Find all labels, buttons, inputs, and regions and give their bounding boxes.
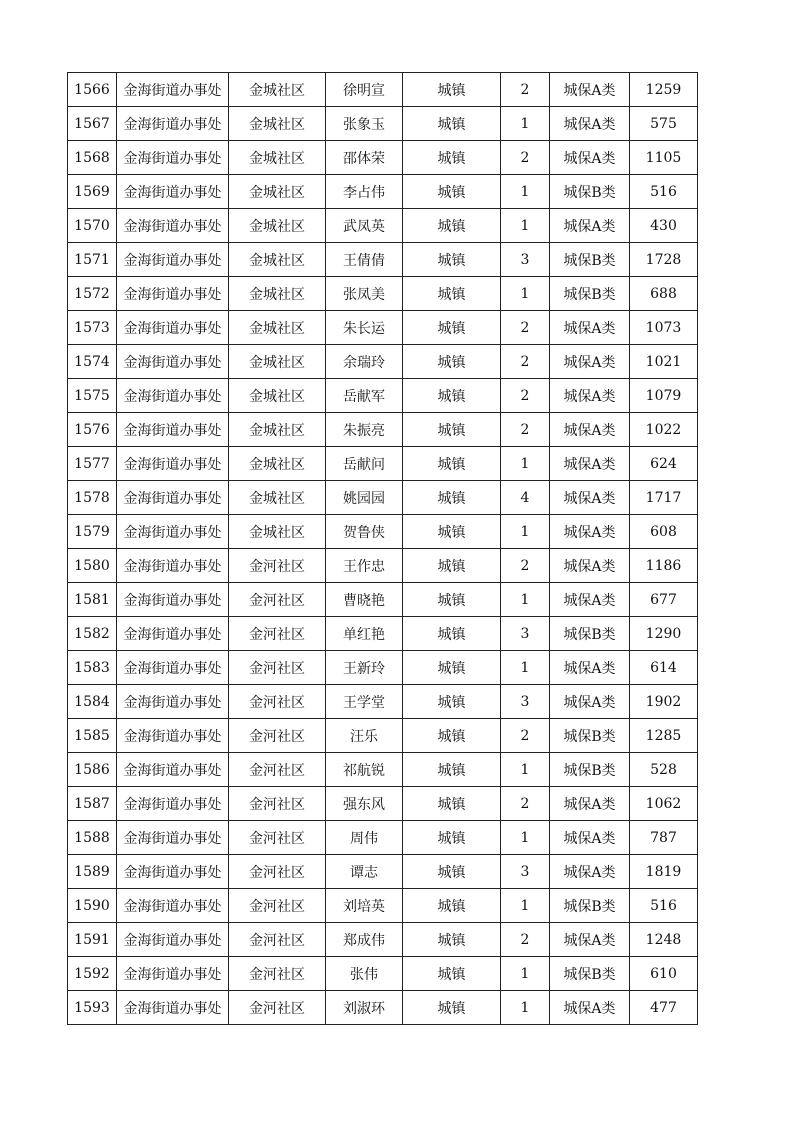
serial-number-cell: 1586 xyxy=(68,753,117,787)
amount-cell: 1259 xyxy=(630,73,698,107)
insurance-category-cell: 城保A类 xyxy=(550,73,630,107)
household-type-cell: 城镇 xyxy=(403,991,501,1025)
insurance-category-cell: 城保B类 xyxy=(550,617,630,651)
serial-number-cell: 1568 xyxy=(68,141,117,175)
community-cell: 金城社区 xyxy=(229,175,326,209)
serial-number-cell: 1585 xyxy=(68,719,117,753)
table-row xyxy=(68,345,698,379)
household-type-cell: 城镇 xyxy=(403,651,501,685)
person-name-cell: 徐明宣 xyxy=(326,73,403,107)
community-cell: 金城社区 xyxy=(229,345,326,379)
person-name-cell: 姚园园 xyxy=(326,481,403,515)
person-name-cell: 单红艳 xyxy=(326,617,403,651)
insurance-category-cell: 城保B类 xyxy=(550,753,630,787)
community-cell: 金城社区 xyxy=(229,73,326,107)
subdistrict-office-cell: 金海街道办事处 xyxy=(117,311,229,345)
household-size-cell: 2 xyxy=(501,379,550,413)
amount-cell: 1022 xyxy=(630,413,698,447)
household-type-cell: 城镇 xyxy=(403,413,501,447)
person-name-cell: 张凤美 xyxy=(326,277,403,311)
subdistrict-office-cell: 金海街道办事处 xyxy=(117,175,229,209)
person-name-cell: 李占伟 xyxy=(326,175,403,209)
household-size-cell: 1 xyxy=(501,277,550,311)
subdistrict-office-cell: 金海街道办事处 xyxy=(117,719,229,753)
person-name-cell: 朱长运 xyxy=(326,311,403,345)
household-size-cell: 1 xyxy=(501,515,550,549)
table-row xyxy=(68,889,698,923)
subdistrict-office-cell: 金海街道办事处 xyxy=(117,141,229,175)
serial-number-cell: 1574 xyxy=(68,345,117,379)
amount-cell: 610 xyxy=(630,957,698,991)
insurance-category-cell: 城保B类 xyxy=(550,175,630,209)
table-row xyxy=(68,821,698,855)
subdistrict-office-cell: 金海街道办事处 xyxy=(117,583,229,617)
serial-number-cell: 1581 xyxy=(68,583,117,617)
amount-cell: 1079 xyxy=(630,379,698,413)
serial-number-cell: 1571 xyxy=(68,243,117,277)
amount-cell: 528 xyxy=(630,753,698,787)
table-row xyxy=(68,175,698,209)
household-size-cell: 4 xyxy=(501,481,550,515)
subdistrict-office-cell: 金海街道办事处 xyxy=(117,753,229,787)
household-type-cell: 城镇 xyxy=(403,889,501,923)
subdistrict-office-cell: 金海街道办事处 xyxy=(117,413,229,447)
community-cell: 金河社区 xyxy=(229,685,326,719)
amount-cell: 1728 xyxy=(630,243,698,277)
person-name-cell: 朱振亮 xyxy=(326,413,403,447)
community-cell: 金河社区 xyxy=(229,889,326,923)
household-size-cell: 2 xyxy=(501,787,550,821)
household-type-cell: 城镇 xyxy=(403,345,501,379)
person-name-cell: 邵体荣 xyxy=(326,141,403,175)
household-type-cell: 城镇 xyxy=(403,447,501,481)
community-cell: 金河社区 xyxy=(229,923,326,957)
insurance-category-cell: 城保B类 xyxy=(550,277,630,311)
person-name-cell: 汪乐 xyxy=(326,719,403,753)
community-cell: 金河社区 xyxy=(229,855,326,889)
insurance-category-cell: 城保B类 xyxy=(550,719,630,753)
household-size-cell: 1 xyxy=(501,651,550,685)
insurance-category-cell: 城保A类 xyxy=(550,209,630,243)
insurance-category-cell: 城保A类 xyxy=(550,821,630,855)
table-row xyxy=(68,617,698,651)
household-size-cell: 1 xyxy=(501,447,550,481)
table-row xyxy=(68,753,698,787)
household-size-cell: 2 xyxy=(501,923,550,957)
community-cell: 金河社区 xyxy=(229,821,326,855)
insurance-category-cell: 城保A类 xyxy=(550,923,630,957)
household-size-cell: 3 xyxy=(501,243,550,277)
serial-number-cell: 1577 xyxy=(68,447,117,481)
community-cell: 金城社区 xyxy=(229,277,326,311)
subdistrict-office-cell: 金海街道办事处 xyxy=(117,73,229,107)
subdistrict-office-cell: 金海街道办事处 xyxy=(117,379,229,413)
insurance-category-cell: 城保A类 xyxy=(550,141,630,175)
insurance-category-cell: 城保A类 xyxy=(550,447,630,481)
table-row xyxy=(68,277,698,311)
household-type-cell: 城镇 xyxy=(403,787,501,821)
serial-number-cell: 1578 xyxy=(68,481,117,515)
subdistrict-office-cell: 金海街道办事处 xyxy=(117,515,229,549)
community-cell: 金河社区 xyxy=(229,991,326,1025)
serial-number-cell: 1567 xyxy=(68,107,117,141)
serial-number-cell: 1566 xyxy=(68,73,117,107)
household-type-cell: 城镇 xyxy=(403,753,501,787)
community-cell: 金河社区 xyxy=(229,719,326,753)
table-row xyxy=(68,651,698,685)
person-name-cell: 谭志 xyxy=(326,855,403,889)
person-name-cell: 王新玲 xyxy=(326,651,403,685)
table-row xyxy=(68,923,698,957)
serial-number-cell: 1588 xyxy=(68,821,117,855)
table-row xyxy=(68,141,698,175)
community-cell: 金城社区 xyxy=(229,447,326,481)
household-size-cell: 1 xyxy=(501,821,550,855)
table-row xyxy=(68,855,698,889)
table-row xyxy=(68,991,698,1025)
insurance-category-cell: 城保A类 xyxy=(550,311,630,345)
serial-number-cell: 1575 xyxy=(68,379,117,413)
serial-number-cell: 1587 xyxy=(68,787,117,821)
person-name-cell: 张象玉 xyxy=(326,107,403,141)
amount-cell: 688 xyxy=(630,277,698,311)
serial-number-cell: 1583 xyxy=(68,651,117,685)
household-size-cell: 1 xyxy=(501,753,550,787)
insurance-category-cell: 城保A类 xyxy=(550,651,630,685)
table-row xyxy=(68,481,698,515)
serial-number-cell: 1593 xyxy=(68,991,117,1025)
subdistrict-office-cell: 金海街道办事处 xyxy=(117,345,229,379)
amount-cell: 624 xyxy=(630,447,698,481)
person-name-cell: 张伟 xyxy=(326,957,403,991)
insurance-category-cell: 城保A类 xyxy=(550,107,630,141)
insurance-category-cell: 城保B类 xyxy=(550,243,630,277)
amount-cell: 1717 xyxy=(630,481,698,515)
insurance-category-cell: 城保A类 xyxy=(550,481,630,515)
household-size-cell: 2 xyxy=(501,719,550,753)
community-cell: 金河社区 xyxy=(229,617,326,651)
person-name-cell: 祁航锐 xyxy=(326,753,403,787)
insurance-category-cell: 城保A类 xyxy=(550,515,630,549)
table-row xyxy=(68,549,698,583)
serial-number-cell: 1582 xyxy=(68,617,117,651)
amount-cell: 477 xyxy=(630,991,698,1025)
roster-table xyxy=(67,72,698,1025)
amount-cell: 1819 xyxy=(630,855,698,889)
subdistrict-office-cell: 金海街道办事处 xyxy=(117,821,229,855)
insurance-category-cell: 城保B类 xyxy=(550,957,630,991)
community-cell: 金河社区 xyxy=(229,549,326,583)
subdistrict-office-cell: 金海街道办事处 xyxy=(117,957,229,991)
household-size-cell: 2 xyxy=(501,549,550,583)
person-name-cell: 岳献军 xyxy=(326,379,403,413)
serial-number-cell: 1580 xyxy=(68,549,117,583)
household-size-cell: 1 xyxy=(501,175,550,209)
household-type-cell: 城镇 xyxy=(403,855,501,889)
amount-cell: 575 xyxy=(630,107,698,141)
serial-number-cell: 1579 xyxy=(68,515,117,549)
subdistrict-office-cell: 金海街道办事处 xyxy=(117,549,229,583)
household-size-cell: 2 xyxy=(501,73,550,107)
table-row xyxy=(68,719,698,753)
household-type-cell: 城镇 xyxy=(403,141,501,175)
serial-number-cell: 1591 xyxy=(68,923,117,957)
amount-cell: 1248 xyxy=(630,923,698,957)
subdistrict-office-cell: 金海街道办事处 xyxy=(117,277,229,311)
person-name-cell: 曹晓艳 xyxy=(326,583,403,617)
person-name-cell: 岳献问 xyxy=(326,447,403,481)
amount-cell: 677 xyxy=(630,583,698,617)
serial-number-cell: 1584 xyxy=(68,685,117,719)
amount-cell: 1021 xyxy=(630,345,698,379)
insurance-category-cell: 城保A类 xyxy=(550,787,630,821)
household-size-cell: 1 xyxy=(501,209,550,243)
household-type-cell: 城镇 xyxy=(403,821,501,855)
household-type-cell: 城镇 xyxy=(403,311,501,345)
subdistrict-office-cell: 金海街道办事处 xyxy=(117,243,229,277)
person-name-cell: 刘培英 xyxy=(326,889,403,923)
amount-cell: 1285 xyxy=(630,719,698,753)
community-cell: 金河社区 xyxy=(229,651,326,685)
insurance-category-cell: 城保A类 xyxy=(550,583,630,617)
table-row xyxy=(68,787,698,821)
amount-cell: 608 xyxy=(630,515,698,549)
table-row xyxy=(68,243,698,277)
roster-body xyxy=(68,73,698,1025)
household-type-cell: 城镇 xyxy=(403,107,501,141)
household-size-cell: 2 xyxy=(501,413,550,447)
serial-number-cell: 1570 xyxy=(68,209,117,243)
community-cell: 金城社区 xyxy=(229,379,326,413)
amount-cell: 1105 xyxy=(630,141,698,175)
serial-number-cell: 1573 xyxy=(68,311,117,345)
person-name-cell: 贺鲁侠 xyxy=(326,515,403,549)
community-cell: 金河社区 xyxy=(229,957,326,991)
table-row xyxy=(68,413,698,447)
household-type-cell: 城镇 xyxy=(403,515,501,549)
community-cell: 金城社区 xyxy=(229,209,326,243)
person-name-cell: 王作忠 xyxy=(326,549,403,583)
person-name-cell: 周伟 xyxy=(326,821,403,855)
table-row xyxy=(68,209,698,243)
person-name-cell: 王倩倩 xyxy=(326,243,403,277)
table-row xyxy=(68,685,698,719)
serial-number-cell: 1590 xyxy=(68,889,117,923)
household-type-cell: 城镇 xyxy=(403,617,501,651)
subdistrict-office-cell: 金海街道办事处 xyxy=(117,481,229,515)
household-size-cell: 1 xyxy=(501,107,550,141)
household-size-cell: 2 xyxy=(501,345,550,379)
household-size-cell: 1 xyxy=(501,991,550,1025)
subdistrict-office-cell: 金海街道办事处 xyxy=(117,889,229,923)
person-name-cell: 郑成伟 xyxy=(326,923,403,957)
subdistrict-office-cell: 金海街道办事处 xyxy=(117,209,229,243)
serial-number-cell: 1569 xyxy=(68,175,117,209)
person-name-cell: 王学堂 xyxy=(326,685,403,719)
subdistrict-office-cell: 金海街道办事处 xyxy=(117,617,229,651)
community-cell: 金城社区 xyxy=(229,413,326,447)
insurance-category-cell: 城保B类 xyxy=(550,889,630,923)
insurance-category-cell: 城保A类 xyxy=(550,413,630,447)
insurance-category-cell: 城保A类 xyxy=(550,855,630,889)
household-type-cell: 城镇 xyxy=(403,549,501,583)
household-size-cell: 1 xyxy=(501,583,550,617)
table-row xyxy=(68,447,698,481)
community-cell: 金城社区 xyxy=(229,311,326,345)
insurance-category-cell: 城保A类 xyxy=(550,991,630,1025)
table-row xyxy=(68,311,698,345)
table-row xyxy=(68,957,698,991)
serial-number-cell: 1572 xyxy=(68,277,117,311)
table-row xyxy=(68,379,698,413)
subdistrict-office-cell: 金海街道办事处 xyxy=(117,991,229,1025)
insurance-category-cell: 城保A类 xyxy=(550,685,630,719)
subdistrict-office-cell: 金海街道办事处 xyxy=(117,923,229,957)
household-size-cell: 1 xyxy=(501,889,550,923)
household-size-cell: 2 xyxy=(501,311,550,345)
community-cell: 金城社区 xyxy=(229,481,326,515)
household-type-cell: 城镇 xyxy=(403,379,501,413)
household-type-cell: 城镇 xyxy=(403,175,501,209)
community-cell: 金城社区 xyxy=(229,141,326,175)
household-type-cell: 城镇 xyxy=(403,685,501,719)
table-row xyxy=(68,107,698,141)
person-name-cell: 武凤英 xyxy=(326,209,403,243)
household-type-cell: 城镇 xyxy=(403,277,501,311)
amount-cell: 1062 xyxy=(630,787,698,821)
community-cell: 金河社区 xyxy=(229,753,326,787)
table-row xyxy=(68,583,698,617)
subdistrict-office-cell: 金海街道办事处 xyxy=(117,685,229,719)
community-cell: 金城社区 xyxy=(229,243,326,277)
table-row xyxy=(68,73,698,107)
household-size-cell: 2 xyxy=(501,141,550,175)
amount-cell: 516 xyxy=(630,889,698,923)
insurance-category-cell: 城保A类 xyxy=(550,345,630,379)
person-name-cell: 余瑞玲 xyxy=(326,345,403,379)
insurance-category-cell: 城保A类 xyxy=(550,379,630,413)
serial-number-cell: 1576 xyxy=(68,413,117,447)
amount-cell: 516 xyxy=(630,175,698,209)
household-type-cell: 城镇 xyxy=(403,73,501,107)
person-name-cell: 刘淑环 xyxy=(326,991,403,1025)
household-size-cell: 3 xyxy=(501,617,550,651)
community-cell: 金河社区 xyxy=(229,787,326,821)
household-type-cell: 城镇 xyxy=(403,583,501,617)
insurance-category-cell: 城保A类 xyxy=(550,549,630,583)
amount-cell: 430 xyxy=(630,209,698,243)
subdistrict-office-cell: 金海街道办事处 xyxy=(117,651,229,685)
person-name-cell: 强东风 xyxy=(326,787,403,821)
household-size-cell: 3 xyxy=(501,855,550,889)
household-type-cell: 城镇 xyxy=(403,243,501,277)
community-cell: 金城社区 xyxy=(229,515,326,549)
subdistrict-office-cell: 金海街道办事处 xyxy=(117,447,229,481)
amount-cell: 1290 xyxy=(630,617,698,651)
serial-number-cell: 1592 xyxy=(68,957,117,991)
amount-cell: 1186 xyxy=(630,549,698,583)
amount-cell: 614 xyxy=(630,651,698,685)
amount-cell: 787 xyxy=(630,821,698,855)
household-type-cell: 城镇 xyxy=(403,957,501,991)
community-cell: 金城社区 xyxy=(229,107,326,141)
community-cell: 金河社区 xyxy=(229,583,326,617)
amount-cell: 1073 xyxy=(630,311,698,345)
household-type-cell: 城镇 xyxy=(403,719,501,753)
household-size-cell: 3 xyxy=(501,685,550,719)
subdistrict-office-cell: 金海街道办事处 xyxy=(117,107,229,141)
household-size-cell: 1 xyxy=(501,957,550,991)
serial-number-cell: 1589 xyxy=(68,855,117,889)
household-type-cell: 城镇 xyxy=(403,209,501,243)
amount-cell: 1902 xyxy=(630,685,698,719)
household-type-cell: 城镇 xyxy=(403,923,501,957)
subdistrict-office-cell: 金海街道办事处 xyxy=(117,787,229,821)
subdistrict-office-cell: 金海街道办事处 xyxy=(117,855,229,889)
table-row xyxy=(68,515,698,549)
household-type-cell: 城镇 xyxy=(403,481,501,515)
